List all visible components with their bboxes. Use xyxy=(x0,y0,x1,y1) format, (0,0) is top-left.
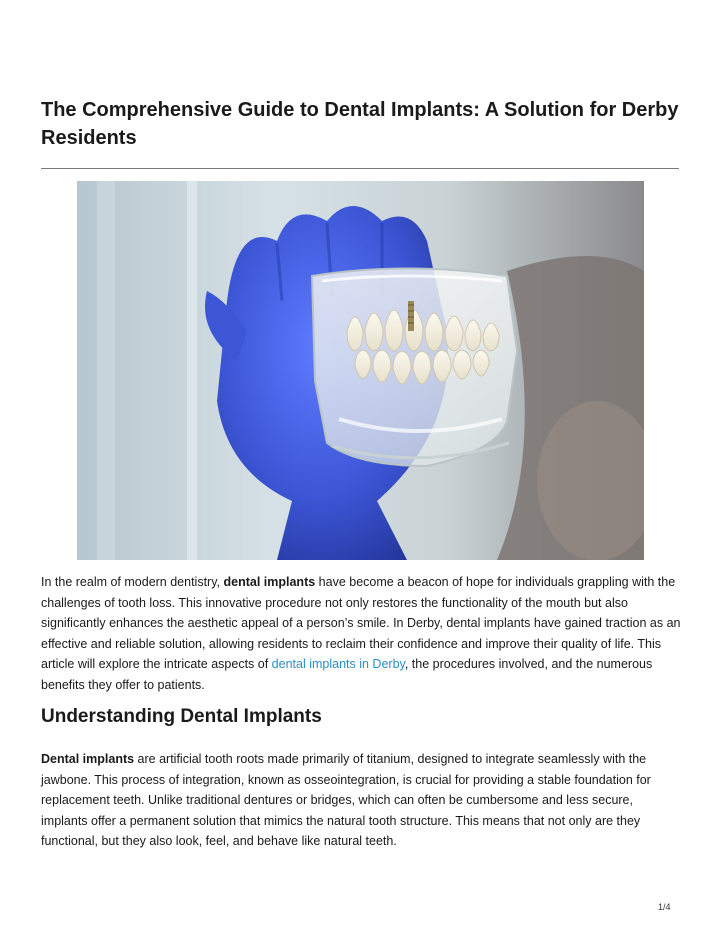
page-number: 1/4 xyxy=(658,902,671,912)
understanding-text: are artificial tooth roots made primarily of titanium, designed to integrate seamlessly with the jawbone. This process of integration, known as osseointegration, is crucial for providing a stable foundation for replacement teeth. Unlike traditional dentures or bridges, which can often be cumbersome and less secure, implants offer a permanent solution that mimics the natural tooth structure. This means that not only are they functional, but they also look, feel, and behave like natural teeth. xyxy=(41,752,651,848)
intro-text-start: In the realm of modern dentistry, xyxy=(41,575,224,589)
intro-bold-term: dental implants xyxy=(223,575,316,589)
hero-image xyxy=(77,181,644,560)
title-divider xyxy=(41,168,679,169)
intro-text-middle: have become a beacon of hope for individuals grappling with the challenges of tooth loss. This innovative procedure not only restores the functionality of the mouth but also significantly enhances the aesthetic appeal of a person’s smile. In Derby, dental implants have gained traction as an effective and reliable solution, allowing residents to reclaim their confidence and improve their quality of life. This article will explore the intricate aspects of xyxy=(41,575,681,671)
section-heading-understanding: Understanding Dental Implants xyxy=(41,706,322,727)
understanding-bold-term: Dental implants xyxy=(41,752,135,766)
understanding-paragraph xyxy=(41,749,681,852)
intro-text-end: , the procedures involved, and the numerous benefits they offer to patients. xyxy=(41,657,653,692)
intro-paragraph xyxy=(41,572,681,695)
page-title: The Comprehensive Guide to Dental Implants: A Solution for Derby Residents xyxy=(41,99,679,149)
dental-implants-derby-link[interactable]: dental implants in Derby xyxy=(271,657,405,671)
